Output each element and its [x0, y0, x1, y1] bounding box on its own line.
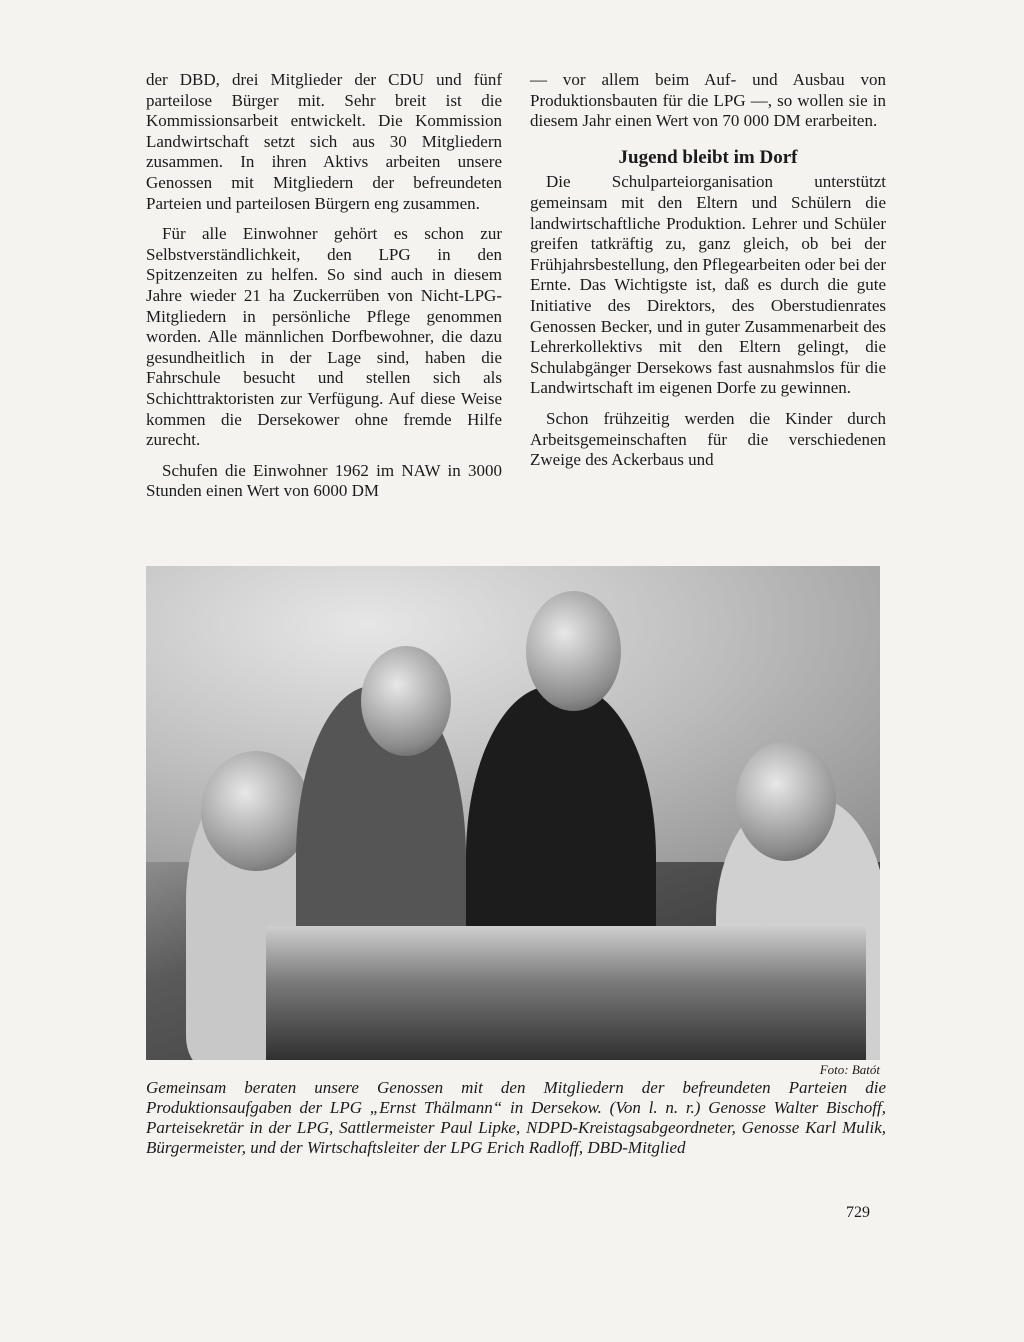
right-text-column — [530, 70, 886, 471]
photo-caption: Gemeinsam beraten unsere Genossen mit den Mitgliedern der befreundeten Parteien die Produktionsaufgaben der LPG „Ernst Thälmann“ in Dersekow. (Von l. n. r.) Genosse Walter Bischoff, Parteisekretär in der LPG, Sattlermeister Paul Lipke, NDPD-Kreistagsabgeordneter, Genosse Karl Mulik, Bürgermeister, und der Wirtschaftsleiter der LPG Erich Radloff, DBD-Mitglied — [146, 1078, 886, 1157]
left-text-column — [146, 70, 502, 502]
paragraph: Schon frühzeitig werden die Kinder durch Arbeitsgemeinschaften für die verschiedenen Zweige des Ackerbaus und — [530, 408, 886, 470]
paragraph: Die Schulparteiorganisation unterstützt gemeinsam mit den Eltern und Schülern die landwirtschaftliche Produktion. Lehrer und Schüler greifen tatkräftig zu, ganz gleich, ob bei der Frühjahrsbestellung, den Pflegearbeiten oder bei der Ernte. Das Wichtigste ist, daß es durch die gute Initiative des Direktors, des Oberstudienrates Genossen Becker, und in guter Zusammenarbeit des Lehrerkollektivs mit den Eltern gelingt, die Schulabgänger Dersekows fast ausnahmslos für die Landwirtschaft im eigenen Dorfe zu gewinnen. — [530, 172, 886, 398]
section-heading: Jugend bleibt im Dorf — [618, 146, 798, 168]
person-head — [201, 751, 311, 871]
page-number: 729 — [846, 1204, 870, 1221]
person-head — [361, 646, 451, 756]
photo-credit: Foto: Batót — [819, 1062, 880, 1077]
paragraph: der DBD, drei Mitglieder der CDU und fünf parteilose Bürger mit. Sehr breit ist die Kommissionsarbeit entwickelt. Die Kommission Landwirtschaft setzt sich aus 30 Mitgliedern zusammen. In ihren Aktivs arbeiten unsere Genossen mit Mitgliedern der befreundeten Parteien und parteilosen Bürgern eng zusammen. — [146, 70, 502, 213]
paragraph: Für alle Einwohner gehört es schon zur Selbstverständlichkeit, den LPG in den Spitzenzeiten zu helfen. So sind auch in diesem Jahre wieder 21 ha Zuckerrüben von Nicht-LPG-Mitgliedern in persönliche Pflege genommen worden. Alle männlichen Dorfbewohner, die dazu gesundheitlich in der Lage sind, haben die Fahrschule besucht und stellen sich als Schichttraktoristen zur Verfügung. Auf diese Weise kommen die Dersekower ohne fremde Hilfe zurecht. — [146, 224, 502, 450]
paragraph: — vor allem beim Auf- und Ausbau von Produktionsbauten für die LPG —, so wollen sie in diesem Jahr einen Wert von 70 000 DM erarbeiten. — [530, 70, 886, 131]
group-photo — [146, 566, 880, 1060]
table-surface — [266, 926, 866, 1060]
paragraph: Schufen die Einwohner 1962 im NAW in 3000 Stunden einen Wert von 6000 DM — [146, 460, 502, 501]
person-head — [526, 591, 621, 711]
person-head — [736, 741, 836, 861]
